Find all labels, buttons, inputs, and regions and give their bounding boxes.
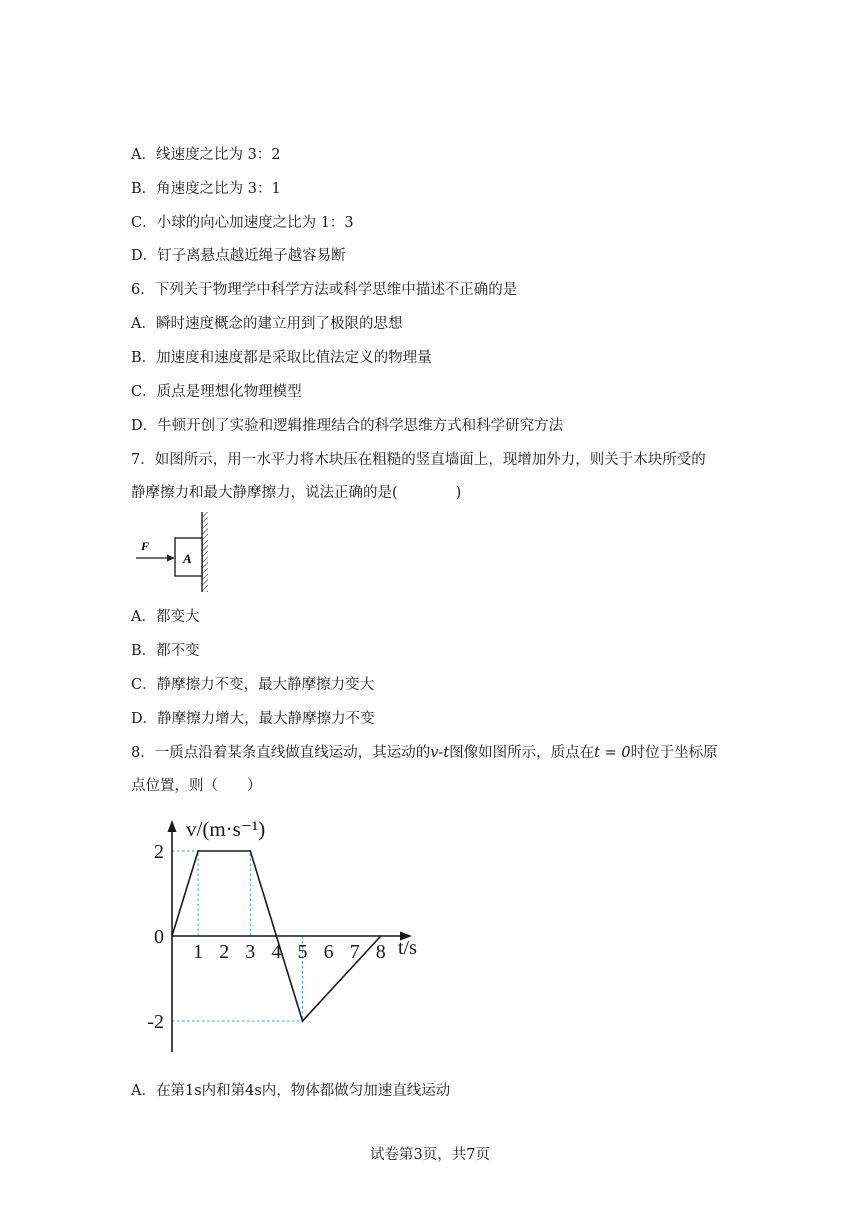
- q8-stem-vt: v-t: [430, 745, 450, 761]
- q7-figure: [130, 510, 220, 596]
- q7-option-b: B．都不变: [131, 643, 200, 659]
- data-point: [249, 850, 251, 852]
- q8-stem-line1: [131, 743, 718, 763]
- q7-option-a: A．都变大: [131, 609, 200, 625]
- q6-option-d: D．牛顿开创了实验和逻辑推理结合的科学思维方式和科学研究方法: [131, 418, 564, 434]
- y-axis-arrowhead: [168, 820, 177, 832]
- q6-option-a: A．瞬时速度概念的建立用到了极限的思想: [131, 316, 403, 332]
- force-label: F: [141, 539, 150, 553]
- q5-option-d: D．钉子离悬点越近绳子越容易断: [131, 248, 346, 264]
- q8-stem-t0: t = 0: [594, 745, 631, 761]
- data-point: [380, 935, 382, 937]
- q8-stem-part1: 8．一质点沿着某条直线做直线运动，其运动的: [131, 745, 431, 761]
- q5-option-a: A．线速度之比为 3：2: [131, 147, 281, 163]
- x-tick-label: 5: [297, 941, 308, 963]
- q8-option-a: A．在第1s内和第4s内，物体都做匀加速直线运动: [131, 1083, 451, 1099]
- block-label: A: [183, 551, 192, 566]
- vt-chart: [130, 810, 440, 1058]
- y-axis-title: v/(m·s⁻¹): [186, 817, 266, 841]
- q8-stem-line2: 点位置，则（ ）: [131, 778, 262, 794]
- q6-option-c: C．质点是理想化物理模型: [131, 384, 302, 400]
- page-footer: 试卷第3页，共7页: [370, 1147, 490, 1163]
- q5-option-b: B．角速度之比为 3：1: [131, 181, 281, 197]
- q7-option-c: C．静摩擦力不变，最大静摩擦力变大: [131, 677, 375, 693]
- data-point: [171, 935, 173, 937]
- data-point: [276, 935, 278, 937]
- q8-stem-part2: 图像如图所示，质点在: [449, 745, 595, 761]
- q7-option-d: D．静摩擦力增大，最大静摩擦力不变: [131, 711, 375, 727]
- data-point: [302, 1020, 304, 1022]
- x-tick-label: 8: [375, 941, 386, 963]
- y-tick-label: 2: [154, 841, 164, 863]
- y-tick-label: 0: [154, 926, 164, 948]
- x-tick-label: 1: [193, 941, 204, 963]
- q6-stem: 6．下列关于物理学中科学方法或科学思维中描述不正确的是: [131, 282, 518, 298]
- x-tick-label: 3: [245, 941, 256, 963]
- data-point: [197, 850, 199, 852]
- wall-hatching: [202, 512, 208, 592]
- x-axis-title: t/s: [398, 937, 417, 959]
- q6-option-b: B．加速度和速度都是采取比值法定义的物理量: [131, 350, 432, 366]
- q5-option-c: C．小球的向心加速度之比为 1：3: [131, 215, 354, 231]
- x-tick-label: 4: [271, 941, 282, 963]
- q7-stem-line2: 静摩擦力和最大静摩擦力，说法正确的是( ): [131, 485, 462, 501]
- q8-stem-part3: 时位于坐标原: [630, 745, 718, 761]
- q7-stem-line1: 7．如图所示，用一水平力将木块压在粗糙的竖直墙面上，现增加外力，则关于木块所受的: [131, 452, 706, 468]
- x-tick-label: 6: [323, 941, 334, 963]
- x-tick-label: 7: [349, 941, 360, 963]
- force-arrowhead: [167, 555, 175, 562]
- x-tick-label: 2: [219, 941, 230, 963]
- y-tick-label: -2: [147, 1011, 164, 1033]
